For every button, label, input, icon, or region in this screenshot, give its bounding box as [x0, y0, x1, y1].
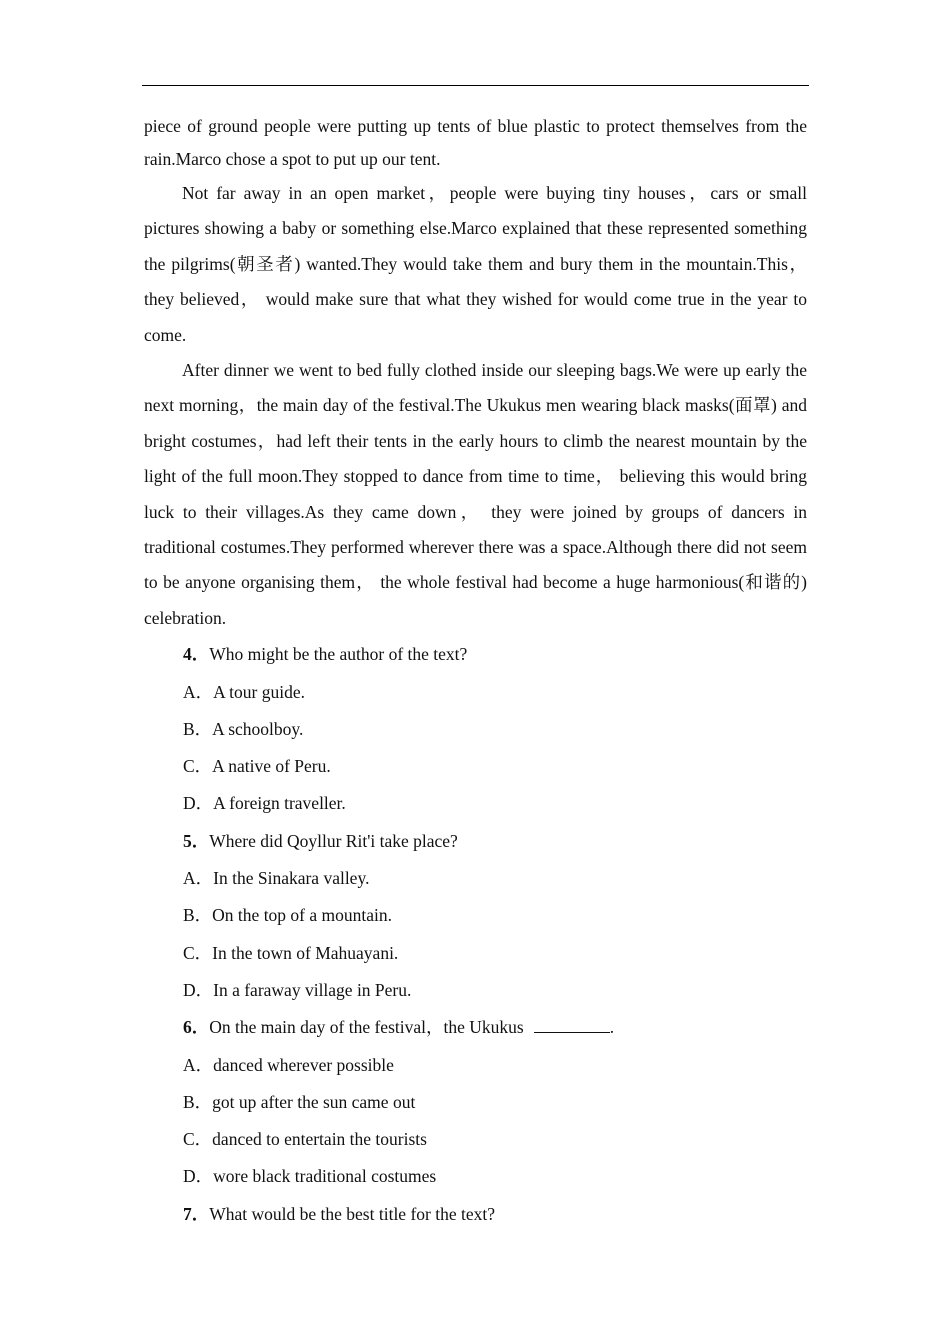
question-text: On the main day of the festival，the Ukukus — [209, 1017, 524, 1038]
answer-option: C．In the town of Mahuayani. — [183, 942, 399, 963]
answer-option: A．In the Sinakara valley. — [183, 868, 370, 889]
question-stem — [144, 823, 807, 860]
question-text: What would be the best title for the text? — [209, 1203, 495, 1224]
question-stem — [144, 1196, 807, 1233]
answer-option: C．danced to entertain the tourists — [183, 1129, 427, 1150]
question-stem — [144, 636, 807, 673]
question-stem — [144, 1009, 807, 1046]
page-content — [144, 110, 807, 1233]
question-block — [144, 1009, 807, 1195]
question-number: 6． — [183, 1017, 210, 1038]
answer-option: A．danced wherever possible — [183, 1054, 394, 1075]
answer-option: D．In a faraway village in Peru. — [183, 979, 412, 1000]
question-block — [144, 1196, 807, 1233]
answer-option: A．A tour guide. — [183, 681, 306, 702]
answer-option: B．got up after the sun came out — [183, 1091, 416, 1112]
question-number: 4． — [183, 644, 210, 665]
answer-option: B．A schoolboy. — [183, 718, 304, 739]
question-number: 5． — [183, 830, 210, 851]
answer-option: D．A foreign traveller. — [183, 793, 346, 814]
question-number: 7． — [183, 1203, 210, 1224]
answer-option: B．On the top of a mountain. — [183, 905, 393, 926]
question-text-end: . — [609, 1017, 615, 1038]
passage-paragraph: Not far away in an open market，people were buying tiny houses，cars or small pictures showing a baby or something else.Marco explained that these represented something the pilgrims(朝圣者) wanted.They would take them and bury them in the mountain.This， they believed， would make sure that what they wished for would come true in the year to come. — [144, 183, 807, 345]
question-text: Who might be the author of the text? — [209, 644, 468, 665]
answer-option: D．wore black traditional costumes — [183, 1166, 437, 1187]
header-rule — [142, 85, 809, 86]
question-block — [144, 823, 807, 1009]
question-block — [144, 636, 807, 822]
passage-paragraph: After dinner we went to bed fully clothed inside our sleeping bags.We were up early the next morning，the main day of the festival.The Ukukus men wearing black masks(面罩) and bright costumes，had left their tents in the early hours to climb the nearest mountain by the light of the full moon.They stopped to dance from time to time， believing this would bring luck to their villages.As they came down， they were joined by groups of dancers in traditional costumes.They performed wherever there was a space.Although there did not seem to be anyone organising them， the whole festival had become a huge harmonious(和谐的) celebration. — [144, 360, 807, 628]
passage-paragraph: piece of ground people were putting up tents of blue plastic to protect themselves from the rain.Marco chose a spot to put up our tent. — [144, 116, 807, 169]
question-text: Where did Qoyllur Rit'i take place? — [209, 830, 458, 851]
answer-option: C．A native of Peru. — [183, 756, 331, 777]
answer-blank[interactable] — [534, 1014, 610, 1033]
